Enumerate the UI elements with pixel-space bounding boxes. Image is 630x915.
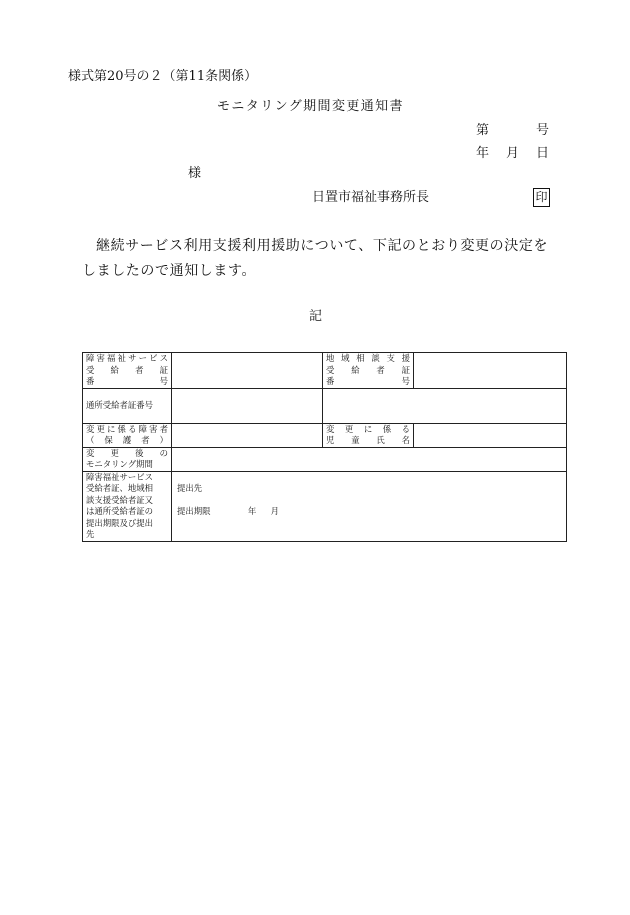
date-year-label: 年 [476, 146, 490, 161]
label-community-support-cert-no [323, 353, 414, 389]
label-new-monitoring-period [83, 447, 172, 471]
label-line: 談支援受給者証又 [86, 494, 153, 505]
issuer-name: 日置市福祉事務所長 [312, 190, 430, 205]
label-line: 地 域 相 談 支 援 [326, 353, 410, 363]
label-line: は通所受給者証の [86, 506, 153, 516]
label-line: 番 号 [326, 376, 410, 386]
label-child-name [323, 423, 414, 447]
submission-field[interactable] [172, 471, 567, 541]
doc-number-suffix: 号 [536, 123, 550, 138]
child-name-field[interactable] [414, 423, 567, 447]
label-line: 受 給 者 証 [326, 364, 410, 375]
date-day-label: 日 [536, 146, 550, 161]
row-certificate-numbers [83, 353, 567, 389]
label-line: 番 号 [86, 376, 168, 386]
label-line: 変 更 後 の [86, 447, 168, 458]
monitoring-period-field[interactable] [172, 447, 567, 471]
label-line: 障害福祉サービス [86, 471, 153, 482]
label-day-service-cert-no [83, 388, 172, 423]
deadline-label: 提出期限 [177, 506, 211, 516]
day-service-cert-no-field[interactable] [172, 388, 323, 423]
label-line: 障 害 福 祉 サ ー ビ ス [86, 353, 168, 363]
label-welfare-service-cert-no [83, 353, 172, 389]
label-line: 変 更 に 係 る 障 害 者 [86, 423, 168, 434]
label-line: 変 更 に 係 る [326, 423, 410, 434]
row-day-service-cert-no [83, 388, 567, 423]
label-person-concerned [83, 423, 172, 447]
welfare-service-cert-no-field[interactable] [172, 353, 323, 389]
deadline-month-label: 月 [270, 506, 279, 516]
row-monitoring-period [83, 447, 567, 471]
label-line: モニタリング期間 [86, 459, 153, 469]
document-title: モニタリング期間変更通知書 [217, 99, 404, 114]
label-line: （ 保 護 者 ） [86, 435, 168, 445]
submit-to-label: 提出先 [177, 482, 203, 493]
person-concerned-field[interactable] [172, 423, 323, 447]
body-line-1: 継続サービス利用支援利用援助について、下記のとおり変更の決定を [96, 238, 549, 254]
doc-number-prefix: 第 [476, 123, 490, 138]
row-submission [83, 471, 567, 541]
seal-mark: 印 [533, 188, 550, 207]
label-line: 通所受給者証番号 [86, 399, 153, 410]
addressee-suffix: 様 [188, 166, 202, 181]
deadline-line [177, 506, 563, 518]
label-line: 受給者証、地域相 [86, 483, 153, 493]
label-submission-deadline [83, 471, 172, 541]
notification-form-table [82, 352, 567, 542]
label-line: 提出期限及び提出 [86, 517, 153, 528]
label-line: 先 [86, 529, 95, 539]
row-names [83, 423, 567, 447]
submit-to-line [177, 483, 563, 495]
deadline-year-label: 年 [247, 506, 257, 516]
ki-heading: 記 [309, 309, 323, 324]
date-month-label: 月 [506, 146, 520, 161]
body-line-2: しましたので通知します。 [82, 263, 257, 279]
community-support-cert-no-field[interactable] [414, 353, 567, 389]
label-line: 受 給 者 証 [86, 364, 168, 375]
label-line: 児 童 氏 名 [326, 435, 410, 445]
blank-cell [323, 388, 567, 423]
form-number: 様式第20号の２（第11条関係） [68, 69, 258, 84]
